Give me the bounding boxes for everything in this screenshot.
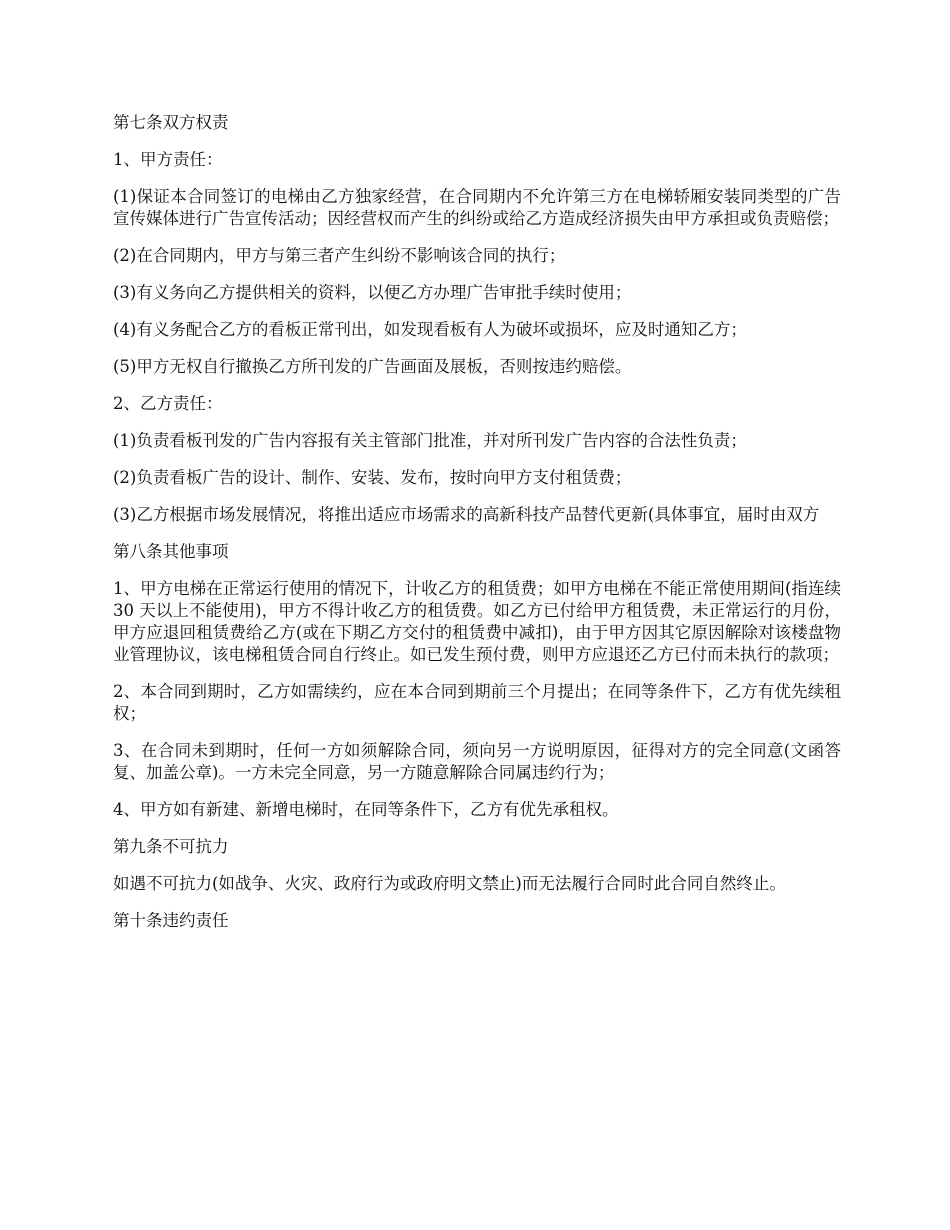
section-heading-8: 第八条其他事项	[113, 542, 229, 561]
party-a-item-1: (1)保证本合同签订的电梯由乙方独家经营，在合同期内不允许第三方在电梯轿厢安装同类型的广告宣传媒体进行广告宣传活动；因经营权而产生的纠纷或给乙方造成经济损失由甲方承担或负责赔偿；	[113, 187, 841, 228]
document-body	[113, 112, 841, 947]
party-a-item-3: (3)有义务向乙方提供相关的资料，以便乙方办理广告审批手续时使用；	[113, 283, 632, 302]
section-heading-10: 第十条违约责任	[113, 911, 229, 930]
section-heading-9: 第九条不可抗力	[113, 837, 229, 856]
party-b-heading: 2、乙方责任：	[113, 394, 223, 413]
party-a-item-5: (5)甲方无权自行撤换乙方所刊发的广告画面及展板，否则按违约赔偿。	[113, 357, 632, 376]
party-b-item-1: (1)负责看板刊发的广告内容报有关主管部门批准，并对所刊发广告内容的合法性负责；	[113, 431, 747, 450]
force-majeure-text: 如遇不可抗力(如战争、火灾、政府行为或政府明文禁止)而无法履行合同时此合同自然终止。	[113, 874, 786, 893]
other-item-4: 4、甲方如有新建、新增电梯时，在同等条件下，乙方有优先承租权。	[113, 800, 619, 819]
other-item-3: 3、在合同未到期时，任何一方如须解除合同，须向另一方说明原因，征得对方的完全同意(文函答复、加盖公章)。一方未完全同意，另一方随意解除合同属违约行为；	[113, 741, 841, 782]
party-a-item-4: (4)有义务配合乙方的看板正常刊出，如发现看板有人为破坏或损坏，应及时通知乙方；	[113, 320, 747, 339]
other-item-1: 1、甲方电梯在正常运行使用的情况下，计收乙方的租赁费；如甲方电梯在不能正常使用期间(指连续 30 天以上不能使用)，甲方不得计收乙方的租赁费。如乙方已付给甲方租赁费，未正常运行的月份，甲方应退回租赁费给乙方(或在下期乙方交付的租赁费中减扣)，由于甲方因其它原因解除对该楼盘物业管理协议，该电梯租赁合同自行终止。如已发生预付费，则甲方应退还乙方已付而未执行的款项；	[113, 579, 841, 664]
party-a-heading: 1、甲方责任：	[113, 150, 223, 169]
party-b-item-2: (2)负责看板广告的设计、制作、安装、发布，按时向甲方支付租赁费；	[113, 468, 632, 487]
other-item-2: 2、本合同到期时，乙方如需续约，应在本合同到期前三个月提出；在同等条件下，乙方有优先续租权；	[113, 682, 841, 723]
party-a-item-2: (2)在合同期内，甲方与第三者产生纠纷不影响该合同的执行；	[113, 246, 566, 265]
party-b-item-3: (3)乙方根据市场发展情况，将推出适应市场需求的高新科技产品替代更新(具体事宜，届时由双方	[113, 505, 820, 524]
section-heading-7: 第七条双方权责	[113, 113, 229, 132]
